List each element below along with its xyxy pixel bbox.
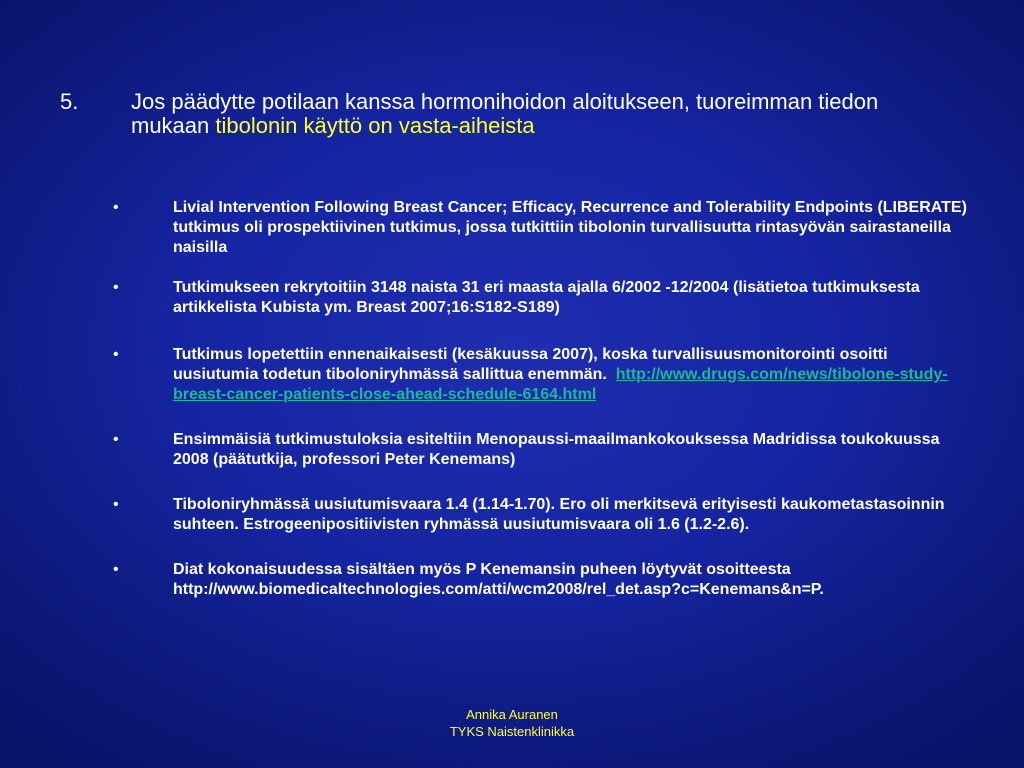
- bullet-text: Diat kokonaisuudessa sisältäen myös P Kenemansin puheen löytyvät osoitteesta http://www.biomedicaltechnologies.com/atti/wcm2008/rel_det.asp?c=Kenemans&n=P.: [173, 561, 824, 598]
- bullet-dot: •: [113, 199, 119, 216]
- point-text: [131, 90, 961, 138]
- point-text-plain: Jos päädytte potilaan kanssa hormonihoidon aloitukseen, tuoreimman tiedon mukaan: [131, 89, 879, 138]
- bullet-text: Tutkimus lopetettiin ennenaikaisesti (kesäkuussa 2007), koska turvallisuusmonitorointi osoitti uusiutumia todetun tiboloniryhmässä sallittua enemmän.: [173, 346, 888, 383]
- footer: [412, 706, 612, 740]
- bullet-text: Tiboloniryhmässä uusiutumisvaara 1.4 (1.14-1.70). Ero oli merkitsevä erityisesti kaukometastasoinnin suhteen. Estrogeenipositiivisten ryhmässä uusiutumisvaara oli 1.6 (1.2-2.6).: [173, 496, 945, 533]
- footer-affiliation: TYKS Naistenklinikka: [449, 724, 575, 739]
- point-number: 5.: [60, 89, 79, 114]
- bullet-text: Ensimmäisiä tutkimustuloksia esiteltiin Menopaussi-maailmankokouksessa Madridissa toukokuussa 2008 (päätutkija, professori Peter Kenemans): [173, 431, 940, 468]
- bullet-dot: •: [113, 496, 119, 513]
- list-item: [110, 495, 970, 535]
- news-link[interactable]: http://www.drugs.com/news/tibolone-study-breast-cancer-patients-close-ahead-schedule-6164.html: [173, 366, 948, 403]
- bullet-dot: •: [113, 431, 119, 448]
- list-item: [110, 560, 970, 600]
- bullet-list: [110, 198, 970, 600]
- bullet-dot: •: [113, 346, 119, 363]
- bullet-dot: •: [113, 561, 119, 578]
- bullet-dot: •: [113, 279, 119, 296]
- list-item: [110, 198, 970, 258]
- list-item: [110, 345, 970, 405]
- footer-author: Annika Auranen: [466, 707, 558, 722]
- bullet-text: Tutkimukseen rekrytoitiin 3148 naista 31 eri maasta ajalla 6/2002 -12/2004 (lisätietoa tutkimuksesta artikkelista Kubista ym. Breast 2007;16:S182-S189): [173, 279, 920, 316]
- bullet-text: Livial Intervention Following Breast Cancer; Efficacy, Recurrence and Tolerability Endpoints (LIBERATE) tutkimus oli prospektiivinen tutkimus, jossa tutkittiin tibolonin turvallisuutta rintasyövän sairastaneilla naisilla: [173, 199, 967, 256]
- point-text-highlight: tibolonin käyttö on vasta-aiheista: [215, 113, 535, 138]
- list-item: [110, 278, 970, 318]
- list-item: [110, 430, 970, 470]
